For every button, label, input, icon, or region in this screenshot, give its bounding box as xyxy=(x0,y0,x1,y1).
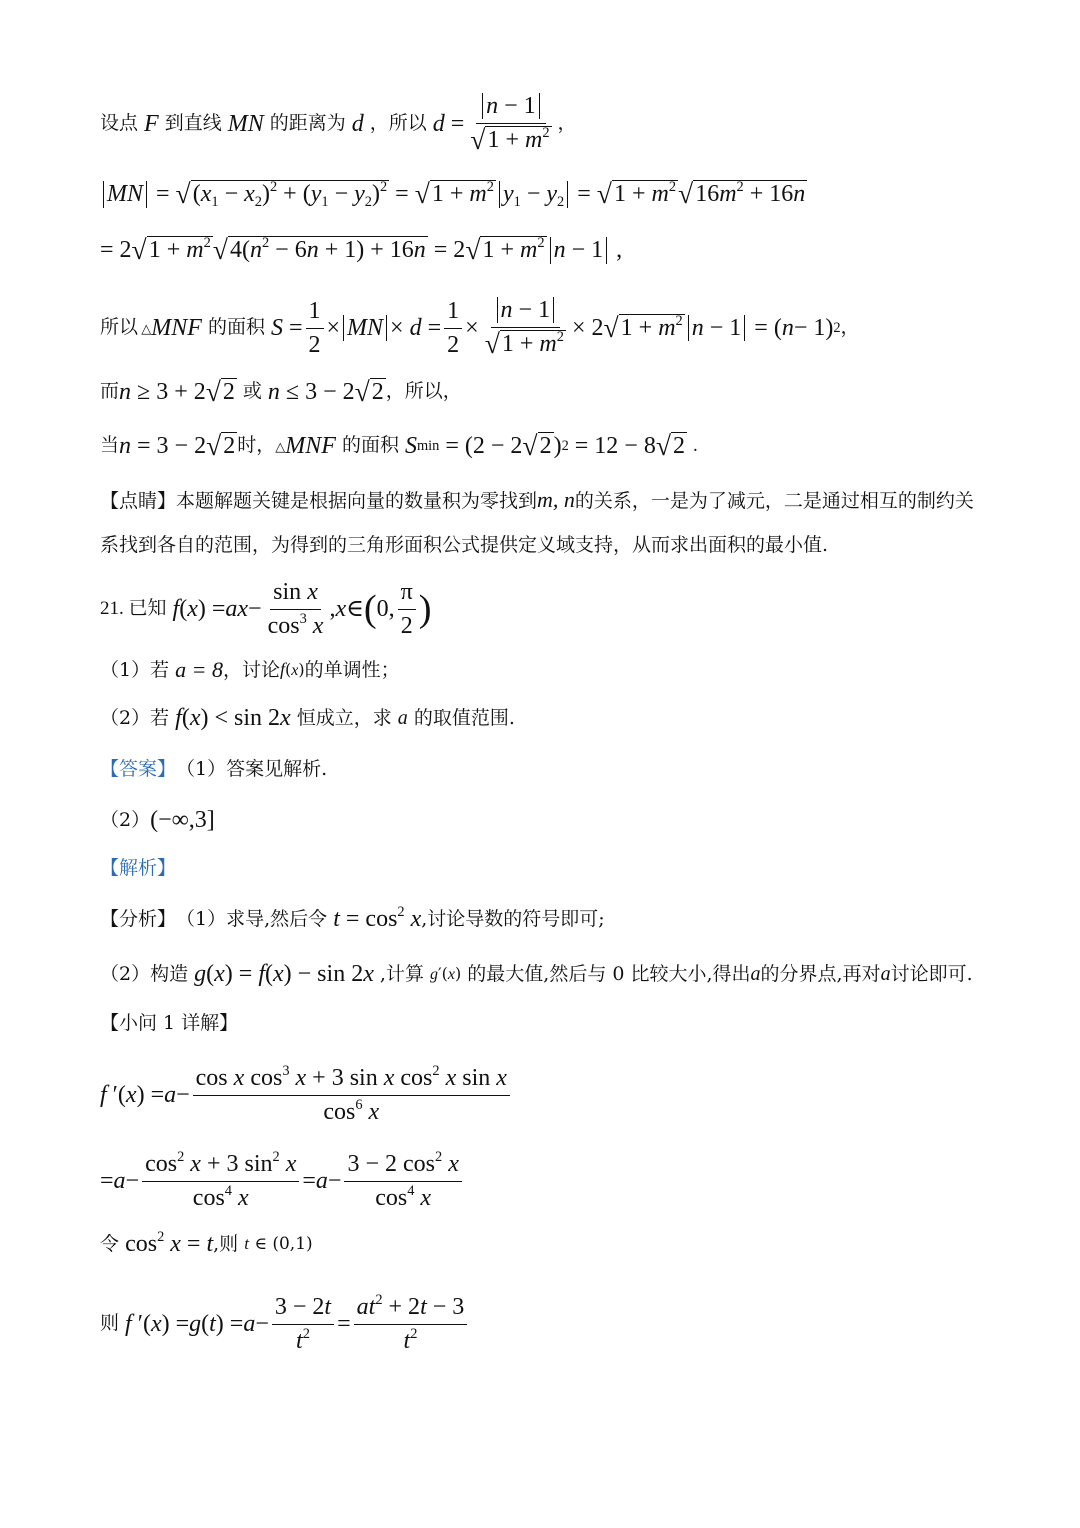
text: ， xyxy=(557,112,577,134)
fenxi-line-2: （2）构造 g(x) = f(x) − sin 2x ,计算 g′(x) 的最大值,然后与 0 比较大小,得出 a 的分界点,再对 a 讨论即可. xyxy=(100,961,973,987)
text: 则 xyxy=(100,1312,120,1334)
answer-line-2 xyxy=(100,806,215,835)
text: 的单调性； xyxy=(304,658,400,681)
text: 的取值范围. xyxy=(413,707,515,729)
line-mn-length-cont: = 2 √ $1 + m^2$ √ $4(n^2 - 6n + 1) + 16n$ = 2 √ $1 + m^2$ n − 1 , xyxy=(100,234,623,266)
note-text: 本题解题关键是根据向量的数量积为零找到 xyxy=(176,490,538,512)
key-point-note: 【点睛】本题解题关键是根据向量的数量积为零找到m, n的关系，一是为了减元，二是通过相互的制约关系找到各自的范围，为得到的三角形面积公式提供定义域支持，从而求出面积的最小值. xyxy=(100,487,974,556)
text: ,讨论导数的符号即可; xyxy=(421,908,605,930)
text: a = 8 xyxy=(175,657,223,682)
line-area: 所以 △ MNF 的面积 S = $\frac{1}{2}$ × MN × d = $\frac{1}{2}$ × n − 1 √ $1 + m^2$ × 2 √ $1 + m^2$ n − 1 = ( n − 1) 2 ， xyxy=(100,297,860,359)
text: (−∞,3] xyxy=(150,807,215,833)
text: 21. 已知 xyxy=(100,597,167,619)
question-21: 21. 已知 f ( x ) = ax − $\frac{\text{sin x}}{\cos^3 x}$ , x ∈ ( 0, $\frac{\pi}{2}$ ) xyxy=(100,579,432,639)
text: 时， xyxy=(237,435,276,456)
analysis-label: 【解析】 xyxy=(100,857,177,879)
text: 【分析】 xyxy=(100,908,177,930)
answer-label: 【答案】 xyxy=(100,758,177,780)
text: 讨论即可. xyxy=(890,963,973,985)
line-mn-length: MN = √ $(x_1 - x_2)^2 + (y_1 - y_2)^2$ = √ $1 + m^2$ $y_1 - y_2$ = √ $1 + m^2$ √ $16m^2 + 16n$ xyxy=(100,180,807,209)
question-21-part1: （1）若 a = 8 ，讨论 f (x) 的单调性； xyxy=(100,657,400,682)
text: ，所以 xyxy=(369,112,427,134)
text: 而 xyxy=(100,381,120,402)
note-text: 的关系，一是为了减元，二是通过相互的制约关系找到各自的范围，为得到的三角形面积公式提供定义域支持，从而求出面积的最小值. xyxy=(100,490,974,556)
text: ,计算 xyxy=(379,963,424,985)
text: （2）构造 xyxy=(100,963,189,985)
text: 或 xyxy=(242,381,262,402)
question-21-part2: （2）若 f(x) < sin 2x 恒成立，求 a 的取值范围. xyxy=(100,705,515,731)
answer-line xyxy=(100,758,327,781)
text: ，讨论 xyxy=(223,658,281,681)
line-distance-d: 设点 F 到直线 MN 的距离为 d ，所以 d = n − 1 √ $1 + m^2$ ， xyxy=(100,93,577,155)
text: ,则 xyxy=(213,1233,239,1255)
derivative-line-1: f ′( x ) = a − $\frac{\cos x \cos^3 x + 3 \sin x \cos^2 x \sin x}{\cos^6 x}$ xyxy=(100,1064,513,1127)
text: （2） xyxy=(100,809,151,831)
note-label: 【点睛】 xyxy=(100,490,177,512)
text: （1）若 xyxy=(100,658,170,681)
g-t-line: 则 f ′( x ) = g ( t ) = a − $\frac{3 - 2t}{t^2}$ = $\frac{at^2 + 2t - 3}{t^2}$ xyxy=(100,1293,470,1356)
sub-question-1-label xyxy=(100,1012,238,1035)
text: . xyxy=(693,435,698,456)
text: 【小问 1 详解】 xyxy=(100,1012,239,1034)
text: （1）求导,然后令 xyxy=(176,908,328,930)
text: 令 xyxy=(100,1233,120,1255)
text: 到直线 xyxy=(164,112,222,134)
text: 恒成立，求 xyxy=(296,707,392,729)
derivative-line-2: = a − $\frac{\cos^2 x + 3 \sin^2 x}{\cos^4 x}$ = a − $\frac{3 - 2 \cos^2 x}{\cos^4 x}$ xyxy=(100,1150,465,1213)
text: 的分界点,再对 xyxy=(760,963,881,985)
text: 当 xyxy=(100,435,120,456)
text: 的面积 xyxy=(207,316,265,338)
text: 设点 xyxy=(100,112,139,134)
text: 的距离为 xyxy=(269,112,346,134)
text: ， xyxy=(840,316,860,338)
line-min-area: 当 n = 3 − 2 √ 2 时， △ MNF 的面积 S min = (2 − 2 √ 2 ) 2 = 12 − 8 √ 2 . xyxy=(100,430,698,462)
text: （1）答案见解析. xyxy=(176,758,328,780)
text: （2）若 xyxy=(100,707,170,729)
fraction: n − 1 √ $1 + m^2$ xyxy=(470,93,550,155)
text: 的面积 xyxy=(341,435,399,456)
text: 的最大值,然后与 0 比较大小,得出 xyxy=(467,963,751,985)
substitution-line: 令 $\cos^2 x = t$ ,则 t ∈ (0,1) xyxy=(100,1228,313,1257)
text: ，所以， xyxy=(385,381,462,402)
text: 所以 xyxy=(100,316,139,338)
analysis-label-line xyxy=(100,857,176,880)
fenxi-line-1: 【分析】 （1）求导,然后令 $t = \cos^2 x$ ,讨论导数的符号即可; xyxy=(100,903,605,932)
line-n-range: 而 n ≥ 3 + 2 √ 2 或 n ≤ 3 − 2 √ 2 ，所以， xyxy=(100,376,462,408)
